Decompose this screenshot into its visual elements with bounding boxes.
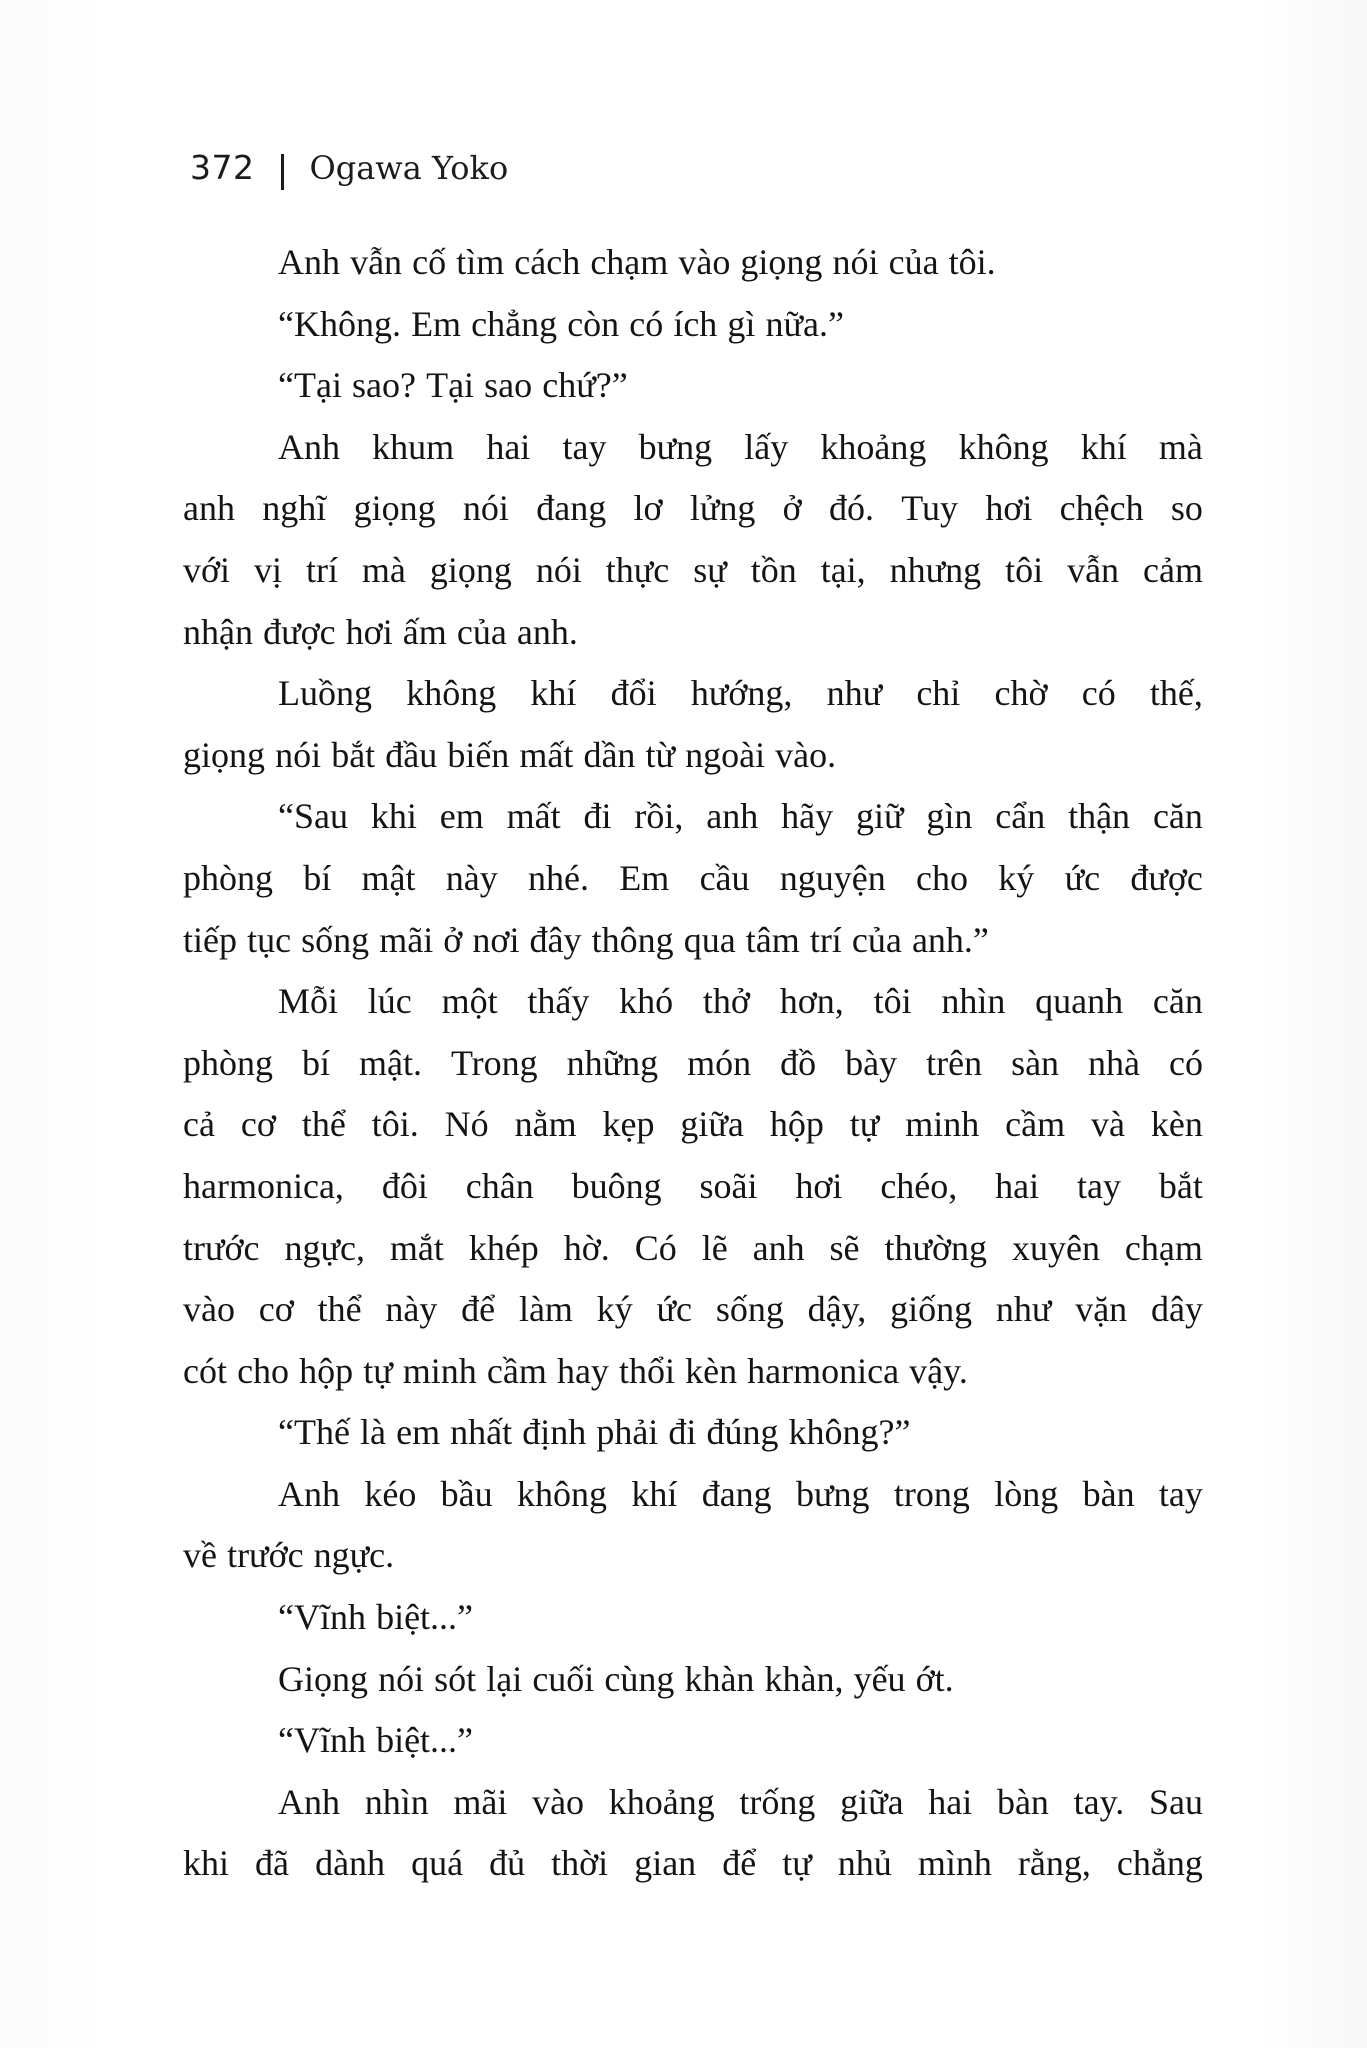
text-line: phòng bí mật. Trong những món đồ bày trên sàn nhà có [183, 1042, 1203, 1083]
text-line: nhận được hơi ấm của anh. [183, 611, 578, 652]
text-line: “Không. Em chẳng còn có ích gì nữa.” [278, 303, 844, 344]
text-line: phòng bí mật này nhé. Em cầu nguyện cho ký ức được [183, 857, 1203, 898]
text-line: khi đã dành quá đủ thời gian để tự nhủ mình rằng, chẳng [183, 1843, 1203, 1884]
text-line: cả cơ thể tôi. Nó nằm kẹp giữa hộp tự minh cầm và kèn [183, 1104, 1203, 1145]
text-line: “Vĩnh biệt...” [278, 1720, 474, 1761]
author-name: Ogawa Yoko [309, 148, 509, 187]
text-line: Luồng không khí đổi hướng, như chỉ chờ có thế, [278, 673, 1203, 714]
text-line: tiếp tục sống mãi ở nơi đây thông qua tâm trí của anh.” [183, 919, 989, 960]
text-line: “Vĩnh biệt...” [278, 1597, 474, 1638]
header-separator [281, 154, 284, 190]
text-line: Giọng nói sót lại cuối cùng khàn khàn, yếu ớt. [278, 1658, 954, 1699]
running-header [190, 148, 508, 187]
text-line: Anh nhìn mãi vào khoảng trống giữa hai bàn tay. Sau [278, 1781, 1203, 1822]
page-number: 372 [190, 148, 255, 187]
text-line: Anh kéo bầu không khí đang bưng trong lòng bàn tay [278, 1473, 1203, 1514]
text-line: giọng nói bắt đầu biến mất dần từ ngoài vào. [183, 734, 837, 775]
text-line: anh nghĩ giọng nói đang lơ lửng ở đó. Tuy hơi chệch so [183, 488, 1203, 529]
text-line: cót cho hộp tự minh cầm hay thổi kèn harmonica vậy. [183, 1350, 968, 1391]
text-line: “Tại sao? Tại sao chứ?” [278, 365, 628, 406]
body-text [183, 232, 1203, 1895]
text-line: Anh khum hai tay bưng lấy khoảng không khí mà [278, 426, 1203, 467]
text-line: Mỗi lúc một thấy khó thở hơn, tôi nhìn quanh căn [278, 981, 1203, 1022]
text-line: “Sau khi em mất đi rồi, anh hãy giữ gìn cẩn thận căn [278, 796, 1203, 837]
text-line: “Thế là em nhất định phải đi đúng không?” [278, 1412, 911, 1453]
text-line: harmonica, đôi chân buông soãi hơi chéo, hai tay bắt [183, 1165, 1203, 1206]
text-line: về trước ngực. [183, 1535, 395, 1576]
text-line: Anh vẫn cố tìm cách chạm vào giọng nói của tôi. [278, 242, 996, 282]
text-line: trước ngực, mắt khép hờ. Có lẽ anh sẽ thường xuyên chạm [183, 1227, 1203, 1268]
text-line: với vị trí mà giọng nói thực sự tồn tại, nhưng tôi vẫn cảm [183, 549, 1203, 590]
text-line: vào cơ thể này để làm ký ức sống dậy, giống như vặn dây [183, 1289, 1203, 1330]
